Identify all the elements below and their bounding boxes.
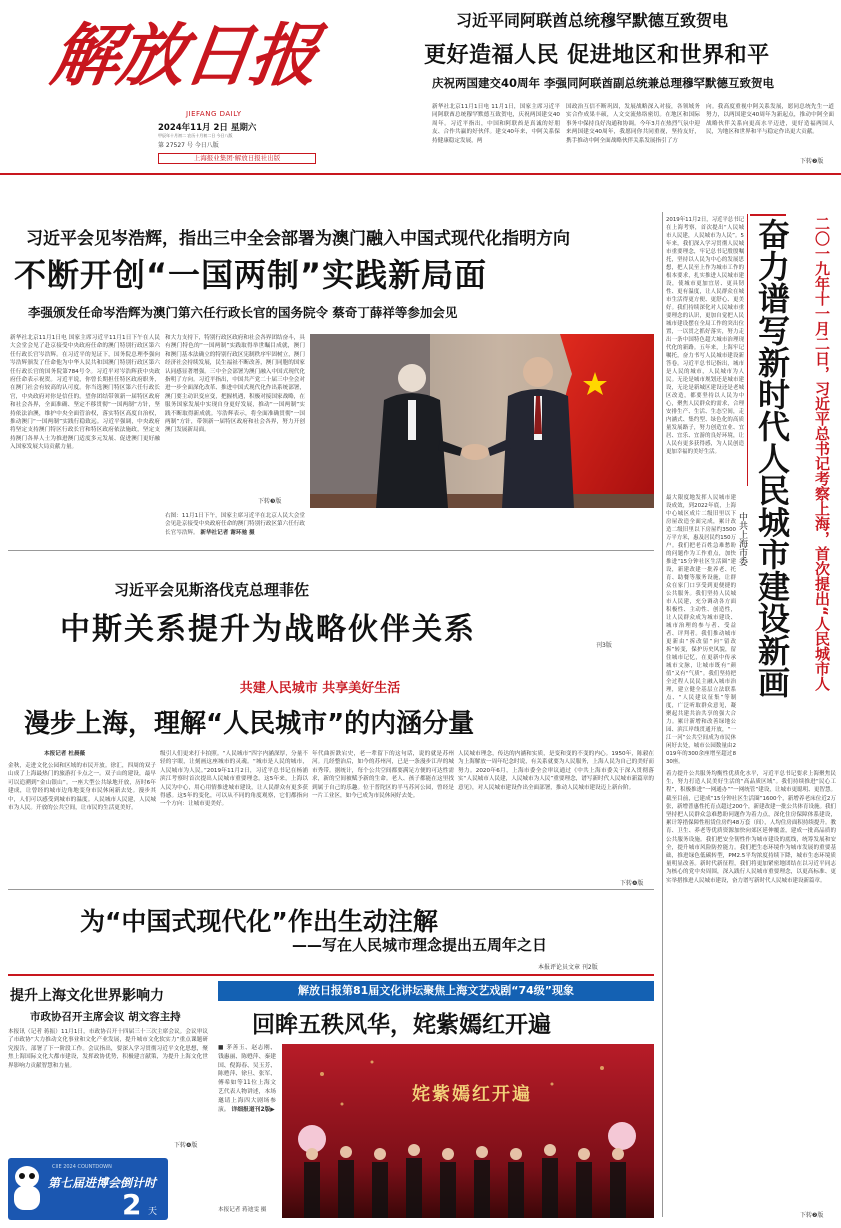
masthead-logo: 解放日报	[46, 16, 322, 96]
modernization-subhead: ——写在人民城市理念提出五周年之日	[292, 936, 548, 954]
culture-body: 本报讯（记者 蒋振）11月1日，市政协召开十四届三十三次主席会议。会议审议了市政协“大力推动文化事业和文化产业发展，提升城市文化软实力”重点课题研究报告，部署了下一阶段工作。会议指出，要深入学习贯彻习近平文化思想，聚焦上海国际文化大都市建设，发挥政协优势，积极建言献策，为提升上海文化世界影响力贡献智慧和力量。	[8, 1029, 208, 1069]
top-story-headline: 更好造福人民 促进地区和世界和平	[424, 43, 770, 68]
sidebar-col2: 最大限度地发挥人民城市建设成效，到2022年底，上海中心城区成片二级旧里以下房屋改造全面完成，累计改造二级旧里以下房屋约3500万平方米，惠及居民约150万户。我们把老百姓急难愁盼的问题作为工作重点，加快推进“15分钟社区生活圈”建设，新建改建一批养老、托育、助餐等服务设施，让群众在家门口享受到更便捷的公共服务。我们坚持人民城市人民建，充分调动各方面积极性、主动性、创造性，让人民群众成为城市建设、城市治理的参与者、受益者、评判者。我们推动城市更新由“拆改留”向“留改拆”转变，保护历史风貌，留住城市记忆，在更新中传承城市文脉，让城市既有“颜值”又有“气质”。我们坚持把全过程人民民主融入城市治理，建立健全基层立法联系点、“人民建议征集”等制度，广泛听取群众意见，凝聚起共建共治共享的强大合力。累计新增和改善绿地公园、滨江岸线贯通开放，“一江一河”公共空间成为市民休闲好去处，城市公园数量由2019年的300余座增至超过830座。	[666, 495, 736, 765]
people-city-banner	[170, 677, 470, 696]
main-story-headline: 不断开创“一国两制”实践新局面	[14, 256, 488, 294]
sidebar-continued: 下转❷版	[800, 1212, 824, 1219]
divider	[8, 550, 654, 551]
publisher-bar	[158, 153, 316, 164]
top-story-col2: 国政治互信不断巩固，发展战略深入对接，各领域务实合作成果丰硕，人文交流热络密切。在地区和国际事务中保持良好沟通和协调。今年3月在热烈气氛中迎来两国建交40周年，我愿同你共同重视，坚持友好，携手推动中阿全面战略伙伴关系发展指引了方	[566, 104, 700, 144]
opera-credit: 本报记者 蒋迪雯 摄	[218, 1207, 267, 1213]
people-city-continued: 下转❹版	[620, 880, 644, 887]
opera-note	[218, 1044, 276, 1194]
sidebar-col1: 2019年11月2日，习近平总书记在上海考察，首次提出“人民城市人民建，人民城市为人民”。5年来，我们深入学习贯彻人民城市重要理念，牢记总书记殷殷嘱托，坚持以人民为中心的发展思想，把人民至上作为城市工作的根本要求，扎实推进人民城市建设，使城市更加宜居、更具韧性、更有温度，让人民群众在城市生活得更方便、更舒心、更美好。我们持续深化对人民城市重要理念的认识，更加自觉把人民城市建设摆在全局工作的突出位置，一以贯之抓好落实，努力走出一条中国特色超大城市治理现代化的新路。五年来，上海牢记嘱托，奋力书写人民城市建设新答卷。习近平总书记指出，城市是人民的城市，人民城市为人民。无论是城市规划还是城市建设，无论是新城区建设还是老城区改造，都要坚持以人民为中心，聚焦人民群众的需求，合理安排生产、生活、生态空间，走内涵式、集约型、绿色化的高质量发展路子，努力创造宜业、宜居、宜乐、宜游的良好环境，让人民有更多获得感，为人民创造更加幸福的美好生活。	[666, 217, 744, 455]
opera-banner-text: 解放日报第81届文化讲坛聚焦上海文艺戏剧“74级”现象	[297, 984, 575, 997]
ciie-badge-days: 2	[122, 1188, 142, 1220]
main-story-kicker: 习近平会见岑浩辉，指出三中全会部署为澳门融入中国式现代化指明方向	[26, 229, 570, 249]
sidebar-headline: 奋力谱写新时代人民城市建设新画	[753, 218, 791, 698]
photo-caption	[165, 512, 305, 546]
issue-number: 第 27527 号 今日八版	[158, 142, 219, 149]
divider	[0, 173, 841, 175]
main-story-col1: 新华社北京11月1日电 国家主席习近平11月1日下午在人民大会堂会见了赴京接受中央政府任命的澳门特别行政区第六任行政长官岑浩辉。在习近平的见证下，国务院总理李强向岑浩辉颁发了任命他为中华人民共和国澳门特别行政区第六任行政长官的国务院第784号令。习近平对岑浩辉获中央政府任命表示祝贺。习近平说，你曾长期担任特区政府职务，在澳门社会有较高的认可度。你当选澳门特区第六任行政长官，中央政府对你是信任的。望你团结带领新一届特区政府和社会各界，全面准确、坚定不移贯彻“一国两制”方针，坚持依法治澳，维护中央全面管治权，落实特区高度自治权，推动澳门“一国两制”实践行稳致远。习近平强调，中央政府将坚定支持澳门特区行政长官和特区政府依法施政，坚定支持澳门各界人士为推进澳门适度多元发展、促进澳门更好融入国家发展大局贡献力量。	[10, 335, 160, 451]
divider	[8, 974, 654, 976]
opera-note-link: 详细报道刊2版▶	[231, 1106, 275, 1113]
publisher-text: 上海报业集团·解放日报社出版	[193, 154, 281, 162]
opera-photo-banner: 姹紫嫣红开遍	[412, 1084, 532, 1105]
ciie-badge	[8, 1158, 168, 1220]
slovakia-kicker: 习近平会见斯洛伐克总理菲佐	[114, 581, 310, 599]
main-story-col2: 和大力支持下，特别行政区政府和社会各界团结奋斗，具有澳门特色的“一国两制”实践取得举世瞩目成就，澳门和澳门基本法确立的特别行政区宪制秩序牢固树立，澳门经济社会持续发展，民生福祉不断改善，澳门同胞的国家认同感显著增强。三中全会部署为澳门融入中国式现代化指明了方向。习近平指出，中国共产党二十届三中全会对进一步全面深化改革、推进中国式现代化作出系统部署，澳门要主动识变应变，把握机遇，积极对接国家战略，在服务国家发展中实现自身更好发展，推动“一国两制”实践不断取得新成就。岑浩辉表示，将全面准确贯彻“一国两制”方针，带领新一届特区政府和社会各界，努力开创澳门发展新局面。	[165, 335, 305, 434]
masthead-latin: JIEFANG DAILY	[186, 110, 242, 118]
people-city-col1: 金秋，走进文化公园和区域的市民开放。徐汇，四周的双子山成了上海最热门的旅游打卡点之一。双子山的建设，最早可以追溯到“金山银山”。一座大型公共绿地开放，历时6年建成，让曾经的城市边角地变身市民休闲新去处。漫步其中，人们可以感受到城市的温度。人民城市人民建，人民城市为人民。开放的公共空间，让市民的生活更美好。	[8, 763, 156, 812]
top-story-col1: 新华社北京11月1日电 11月1日，国家主席习近平同阿联酋总统穆罕默德互致贺电，庆祝两国建交40周年。习近平指出，中国和阿联酋是真诚的好朋友、合作共赢的好伙伴。建交40年来，中阿关系保持健康稳定发展，两	[432, 104, 560, 144]
issue-date: 2024年11月 2日 星期六	[158, 123, 257, 133]
sidebar-byline: 中共上海市委	[737, 512, 747, 566]
photo-caption-text: 右图：11月1日下午，国家主席习近平在北京人民大会堂会见赴京接受中央政府任命的澳门特别行政区第六任行政长官岑浩辉。	[165, 513, 305, 536]
top-story-continued: 下转❷版	[800, 158, 824, 165]
masthead	[46, 4, 332, 149]
slovakia-continued: 刊3版	[596, 642, 612, 649]
modernization-headline: 为“中国式现代化”作出生动注解	[80, 907, 438, 936]
sidebar-red-line	[747, 214, 748, 486]
main-photo-image	[310, 334, 654, 508]
culture-continued: 下转❹版	[174, 1142, 198, 1149]
sidebar-col3: 着力提升公共服务均衡性优质化水平，习近平总书记要求上海聚焦民生，努力打造人民美好生活的“高品质区域”。我们持续推进“民心工程”，积极推进“一网通办”“一网统管”建设，让城市更聪明、更智慧。截至目前，已建成“15分钟社区生活圈”1600个，新增养老床位近2万张，新增普惠性托育点超过200个，新建改建一批公共体育设施。我们坚持把人民群众急难愁盼问题作为着力点，深化住房保障体系建设，累计筹措保障性租赁住房约48万套（间），人均住房面积持续提升。教育、卫生、养老等优质资源加快向郊区延伸覆盖，建成一批高品质的公共服务设施。我们把安全韧性作为城市建设的底线，统筹发展和安全，提升城市风险防控能力。我们把生态环境作为城市发展的重要基础，推进绿色低碳转型，PM2.5平均浓度持续下降，城市生态环境质量明显改善。新时代新征程，我们将更加紧密地团结在以习近平同志为核心的党中央周围，深入践行人民城市重要理念，以更高标准、更实举措推进人民城市建设，奋力谱写新时代人民城市建设新篇章。	[666, 771, 836, 884]
culture-subhead: 市政协召开主席会议 胡文容主持	[30, 1011, 181, 1023]
modernization-continued: 本报评论员文章 刊2版	[538, 964, 598, 971]
divider	[8, 889, 654, 890]
top-story-kicker: 习近平同阿联酋总统穆罕默德互致贺电	[456, 11, 729, 30]
ciie-badge-unit: 天	[148, 1207, 158, 1217]
main-story-subhead: 李强颁发任命岑浩辉为澳门第六任行政长官的国务院令 蔡奇丁薛祥等参加会见	[28, 305, 458, 320]
opera-photo	[282, 1044, 654, 1218]
culture-headline: 提升上海文化世界影响力	[10, 988, 164, 1004]
photo-credit: 新华社记者 谢环驰 摄	[200, 529, 255, 536]
opera-photo-image	[282, 1044, 654, 1218]
slovakia-headline: 中斯关系提升为战略伙伴关系	[60, 612, 476, 647]
sidebar-divider	[662, 212, 663, 1217]
ciie-badge-title: CIIE 2024 COUNTDOWN	[52, 1164, 112, 1170]
top-story-subhead: 庆祝两国建交40周年 李强同阿联酋副总统兼总理穆罕默德互致贺电	[432, 76, 775, 90]
people-city-col3: 年代曲折跌宕史，老一辈留下的这句话，说的就是苏州河。几经整治后，如今的苏州河，已是一条漫步江岸的城市秀带。据统计，每个公共空间都要满足方便的可达性需求，新的空间被赋予新的生命。老人、孩子都能在这里找到属于自己的乐趣。位于普陀区的半马苏河公园，曾经是一片工业区，如今已成为市民休闲好去处。	[312, 751, 454, 800]
top-story-col3: 向。我高度重视中阿关系发展，愿同总统先生一道努力，以两国建交40周年为新起点，推动中阿全面战略伙伴关系向更高水平迈进，更好造福两国人民，为地区和世界和平与稳定作出更大贡献。	[706, 104, 834, 136]
people-city-col2: 级引人们更来打卡拍照。“人民城市”四字内涵深厚，分量不轻的字眼，让刻画这座城市的灵魂。“城市是人民的城市，人民城市为人民。”2019年11月2日，习近平总书记在杨浦滨江考察时首次提出人民城市重要理念。这5年来，上海以人民为中心，用心用情推进城市建设，让人民群众有更多获得感。这5年的变化，可以从不同的角度观察，它们都指向一个方向：让城市更美好。	[160, 751, 308, 808]
opera-headline: 回眸五秩风华，姹紫嫣红开遍	[252, 1012, 551, 1038]
ciie-badge-main: 第七届进博会倒计时	[48, 1176, 157, 1190]
main-story-continued: 下转❸版	[258, 498, 282, 505]
opera-note-text: ■ 茅善玉、赵志刚、钱惠丽、陈甦萍、秦建国、倪海春、吴玉芳、陈甦萍、徐旦、张军、傅希如等11位上海文艺代表人物讲述，本场邀请上海四大剧场参演。	[218, 1045, 276, 1113]
people-city-byline: 本报记者 杜晨薇	[44, 751, 86, 757]
ciie-panda-icon	[12, 1164, 42, 1212]
opera-banner	[218, 981, 654, 1001]
sidebar-subhead: 二〇一九年十一月二日，习近平总书记考察上海，首次提出“人民城市人	[813, 216, 831, 691]
people-city-banner-text: 共建人民城市 共享美好生活	[239, 681, 401, 696]
lunar-date: 甲辰年十月初二 农历十月初二日 今日八版	[158, 133, 233, 138]
people-city-headline: 漫步上海，理解“人民城市”的内涵分量	[24, 709, 475, 739]
people-city-col4: 人民城市理念，传达的内涵和实质，是变和变的不变的内心。1950年，陈毅在为上海解放一周年纪念时说，有关系就要为人民服务，上海人民为自己的美好而努力。2020年6月，上海市委全会审议通过《中共上海市委关于深入贯彻落实“人民城市人民建，人民城市为人民”重要理念，谱写新时代人民城市新篇章的意见》，对人民城市建设作出全面部署，推动人民城市建设迈上新台阶。	[458, 751, 654, 791]
main-photo	[310, 334, 654, 508]
